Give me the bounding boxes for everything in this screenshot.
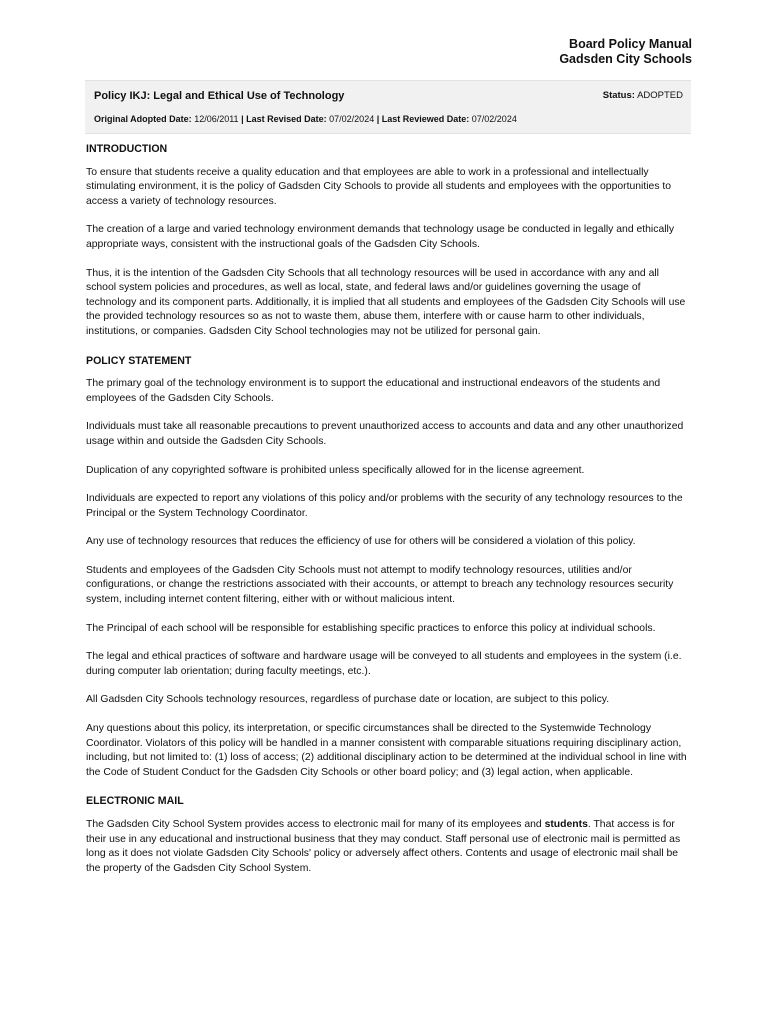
introduction-paragraph: To ensure that students receive a quality education and that employees are able to work in a professional and intellectually stimulating environment, it is the policy of Gadsden City Schools to provide all students and employees with the opportunities to access a variety of technology resources.: [86, 166, 672, 207]
manual-header: [559, 37, 692, 67]
policy-statement-heading: POLICY STATEMENT: [86, 354, 192, 367]
policy-statement-paragraph: Individuals are expected to report any violations of this policy and/or problems with the security of any technology resources to the Principal or the System Technology Coordinator.: [86, 493, 683, 519]
revised-label: Last Revised Date:: [246, 114, 327, 124]
policy-info-box: [85, 80, 691, 134]
policy-statement-paragraph: Students and employees of the Gadsden City Schools must not attempt to modify technology resources, utilities and/or configurations, or change the restrictions associated with their accounts, or attempt to breach any technology resources security system, including internet content filtering, either with or without malicious intent.: [86, 564, 674, 606]
policy-statement-paragraph: The primary goal of the technology environment is to support the educational and instructional endeavors of the students and employees of the Gadsden City Schools.: [86, 378, 661, 404]
revised-value: 07/02/2024: [329, 114, 375, 124]
electronic-mail-text: . That access is for their use in any educational and instructional business that they may conduct. Staff personal use of electronic mail is permitted as long as it does not violate Gadsden City Schools' policy or adversely affect others. Contents and usage of electronic mail shall be the property of the Gadsden City School System.: [86, 819, 681, 874]
policy-dates: [94, 114, 517, 124]
manual-title: Board Policy Manual: [569, 37, 692, 51]
electronic-mail-paragraph: [86, 818, 688, 876]
electronic-mail-heading: ELECTRONIC MAIL: [86, 795, 184, 808]
status-value: ADOPTED: [637, 90, 683, 101]
policy-body: [86, 142, 688, 890]
electronic-mail-text: The Gadsden City School System provides access to electronic mail for many of its employees and: [86, 819, 545, 830]
policy-statement-paragraph: Individuals must take all reasonable precautions to prevent unauthorized access to accounts and data and any other unauthorized usage within and outside the Gadsden City Schools.: [86, 421, 684, 447]
policy-statement-paragraph: The legal and ethical practices of software and hardware usage will be conveyed to all students and employees in the system (i.e. during computer lab orientation; during faculty meetings, etc.).: [86, 651, 682, 677]
date-separator: |: [374, 114, 382, 124]
policy-status: [603, 90, 683, 101]
introduction-paragraph: Thus, it is the intention of the Gadsden City Schools that all technology resources will be used in accordance with any and all school system policies and procedures, as well as local, state, and federal laws and/or guidelines governing the usage of technology and its component parts. Additionally, it is implied that all students and employees of the Gadsden City Schools will use the provided technology resources so as not to waste them, abuse them, interfere with or cause harm to other individuals, institutions, or companies. Gadsden City School technologies may not be utilized for personal gain.: [86, 267, 686, 337]
introduction-paragraph: The creation of a large and varied technology environment demands that technology usage be conducted in legally and ethically appropriate ways, consistent with the instructional goals of the Gadsden City Schools.: [86, 224, 675, 250]
reviewed-value: 07/02/2024: [471, 114, 517, 124]
electronic-mail-emphasis: students: [544, 819, 588, 830]
status-label: Status:: [602, 90, 635, 101]
policy-statement-paragraph: Duplication of any copyrighted software is prohibited unless specifically allowed for in the license agreement.: [86, 464, 585, 476]
district-name: Gadsden City Schools: [559, 52, 692, 66]
policy-statement-paragraph: The Principal of each school will be responsible for establishing specific practices to enforce this policy at individual schools.: [86, 622, 656, 634]
adopted-label: Original Adopted Date:: [94, 114, 192, 124]
policy-statement-paragraph: Any use of technology resources that reduces the efficiency of use for others will be considered a violation of this policy.: [86, 536, 636, 548]
date-separator: |: [238, 114, 247, 124]
policy-statement-paragraph: All Gadsden City Schools technology resources, regardless of purchase date or location, are subject to this policy.: [86, 694, 610, 706]
adopted-value: 12/06/2011: [194, 114, 239, 124]
reviewed-label: Last Reviewed Date:: [381, 114, 470, 124]
introduction-heading: INTRODUCTION: [86, 143, 168, 155]
policy-statement-paragraph: Any questions about this policy, its interpretation, or specific circumstances shall be directed to the Systemwide Technology Coordinator. Violators of this policy will be handled in a manner consistent with comparable situations requiring disciplinary action, including, but not limited to: (1) loss of access; (2) additional disciplinary action to be determined at the individual school in line with the Code of Student Conduct for the Gadsden City Schools or other board policy; and (3) legal action, when applicable.: [86, 723, 687, 778]
policy-title: Policy IKJ: Legal and Ethical Use of Technology: [94, 90, 345, 102]
